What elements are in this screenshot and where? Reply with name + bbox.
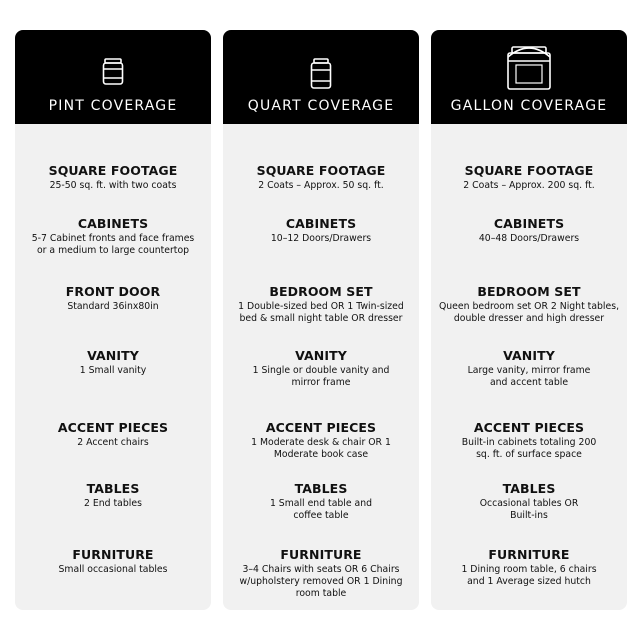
section-heading: FURNITURE xyxy=(280,547,362,562)
section-heading: ACCENT PIECES xyxy=(57,420,169,435)
section-heading: FURNITURE xyxy=(488,547,570,562)
card-title: QUART COVERAGE xyxy=(247,98,395,114)
section-heading: FRONT DOOR xyxy=(65,284,161,299)
section-square-footage xyxy=(15,163,211,192)
section-tables xyxy=(15,481,211,510)
section-heading: CABINETS xyxy=(77,216,149,231)
section-detail: 1 Dining room table, 6 chairs and 1 Average sized hutch xyxy=(461,564,597,587)
card-header xyxy=(15,30,211,124)
card-title: GALLON COVERAGE xyxy=(450,98,608,114)
quart-can-icon xyxy=(310,58,332,94)
section-bedroom-set xyxy=(223,284,419,325)
section-furniture xyxy=(15,547,211,576)
section-detail: 1 Small end table and coffee table xyxy=(269,498,373,521)
section-detail: Occasional tables OR Built-ins xyxy=(479,498,579,521)
section-furniture xyxy=(431,547,627,588)
section-accent-pieces xyxy=(431,420,627,461)
section-detail: Standard 36inx80in xyxy=(67,301,159,312)
section-heading: SQUARE FOOTAGE xyxy=(256,163,386,178)
section-heading: SQUARE FOOTAGE xyxy=(48,163,178,178)
section-vanity xyxy=(223,348,419,389)
section-bedroom-set xyxy=(431,284,627,325)
section-detail: 3–4 Chairs with seats OR 6 Chairs w/upholstery removed OR 1 Dining room table xyxy=(239,564,403,599)
card-header xyxy=(431,30,627,124)
section-detail: 40–48 Doors/Drawers xyxy=(478,233,580,244)
pint-coverage-card xyxy=(15,30,211,610)
section-heading: BEDROOM SET xyxy=(269,284,373,299)
section-cabinets xyxy=(223,216,419,245)
section-detail: 2 Accent chairs xyxy=(77,437,149,448)
section-detail: 2 End tables xyxy=(84,498,142,509)
section-heading: VANITY xyxy=(295,348,347,363)
section-detail: 1 Small vanity xyxy=(79,365,147,376)
section-detail: 25-50 sq. ft. with two coats xyxy=(49,180,177,191)
section-vanity xyxy=(15,348,211,377)
section-tables xyxy=(431,481,627,522)
section-front-door xyxy=(15,284,211,313)
section-detail: Small occasional tables xyxy=(58,564,168,575)
section-detail: 5-7 Cabinet fronts and face frames or a medium to large countertop xyxy=(31,233,195,256)
card-header xyxy=(223,30,419,124)
quart-coverage-card xyxy=(223,30,419,610)
section-detail: 1 Moderate desk & chair OR 1 Moderate book case xyxy=(251,437,391,460)
gallon-coverage-card xyxy=(431,30,627,610)
card-title: PINT COVERAGE xyxy=(48,98,178,114)
section-cabinets xyxy=(15,216,211,257)
section-square-footage xyxy=(223,163,419,192)
section-heading: TABLES xyxy=(502,481,556,496)
section-vanity xyxy=(431,348,627,389)
section-furniture xyxy=(223,547,419,600)
section-detail: 2 Coats – Approx. 200 sq. ft. xyxy=(463,180,595,191)
section-detail: Queen bedroom set OR 2 Night tables, double dresser and high dresser xyxy=(438,301,620,324)
section-heading: BEDROOM SET xyxy=(477,284,581,299)
section-heading: SQUARE FOOTAGE xyxy=(464,163,594,178)
section-heading: ACCENT PIECES xyxy=(473,420,585,435)
section-heading: CABINETS xyxy=(285,216,357,231)
section-detail: 2 Coats – Approx. 50 sq. ft. xyxy=(258,180,384,191)
section-detail: Built-in cabinets totaling 200 sq. ft. of surface space xyxy=(461,437,597,460)
section-detail: 1 Single or double vanity and mirror frame xyxy=(252,365,390,388)
section-heading: CABINETS xyxy=(493,216,565,231)
section-detail: 1 Double-sized bed OR 1 Twin-sized bed & small night table OR dresser xyxy=(238,301,404,324)
section-heading: ACCENT PIECES xyxy=(265,420,377,435)
section-heading: VANITY xyxy=(87,348,139,363)
section-detail: 10–12 Doors/Drawers xyxy=(270,233,372,244)
section-heading: TABLES xyxy=(294,481,348,496)
gallon-can-icon xyxy=(504,41,554,95)
section-tables xyxy=(223,481,419,522)
pint-can-icon xyxy=(102,58,124,90)
section-cabinets xyxy=(431,216,627,245)
section-accent-pieces xyxy=(223,420,419,461)
section-square-footage xyxy=(431,163,627,192)
section-accent-pieces xyxy=(15,420,211,449)
section-heading: VANITY xyxy=(503,348,555,363)
section-heading: TABLES xyxy=(86,481,140,496)
section-detail: Large vanity, mirror frame and accent table xyxy=(467,365,591,388)
section-heading: FURNITURE xyxy=(72,547,154,562)
